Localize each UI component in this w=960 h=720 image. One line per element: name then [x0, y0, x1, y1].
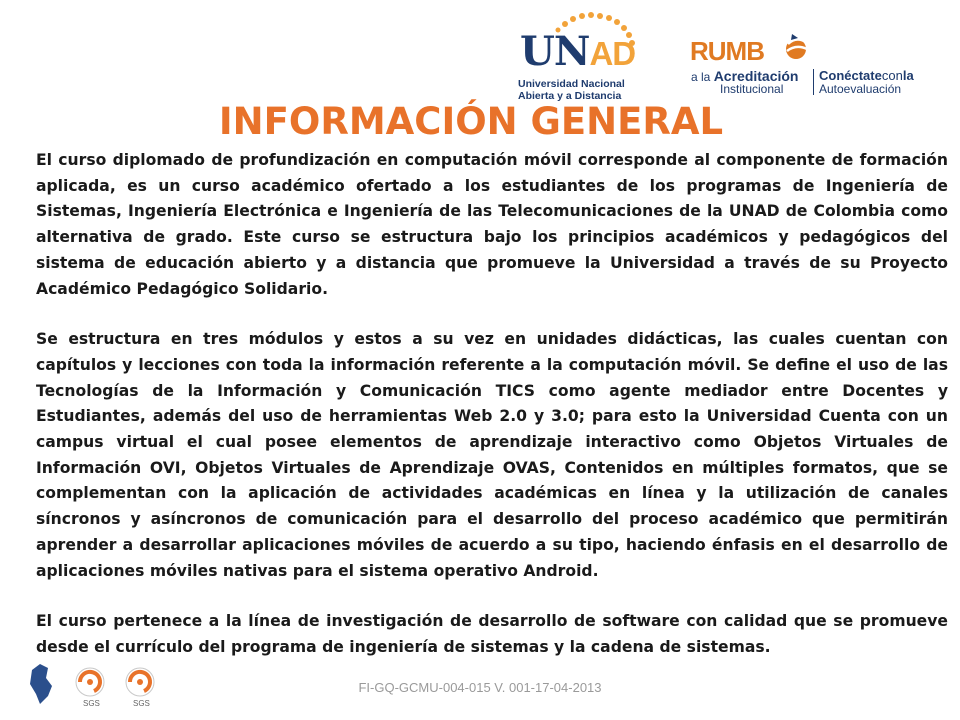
paragraph-structure: Se estructura en tres módulos y estos a su vez en unidades didácticas, las cuales cuentan con capítulos y lecciones con toda la información referente a la computación móvil. Se define el uso de las Tecnologías de la Información y Comunicación TICS como agente mediador entre Docentes y Estudiantes, además del uso de herramientas Web 2.0 y 3.0; para esto la Universidad Cuenta con un campus virtual el cual posee elementos de aprendizaje interactivo como Objetos Virtuales de Información OVI, Objetos Virtuales de Aprendizaje OVAS, Contenidos en múltiples formatos, que se complementan con la aplicación de actividades académicas en línea y la utilización de canales síncronos y asíncronos de comunicación para el desarrollo del proceso académico que permitirán aprender a desarrollar aplicaciones móviles de acuerdo a su tipo, haciendo énfasis en el desarrollo de aplicaciones móviles nativas para el sistema operativo Android.: [36, 330, 948, 580]
rumbo-wordmark: RUMB: [690, 36, 764, 66]
body-content: [36, 148, 948, 661]
unad-wordmark-accent: AD: [589, 35, 636, 72]
unad-logo: [515, 10, 640, 110]
rumbo-right-line1: [819, 68, 914, 83]
rumbo-right-line2: Autoevaluación: [819, 82, 902, 96]
unad-subtitle-line1: Universidad Nacional: [518, 78, 625, 90]
rumbo-right-normal: con: [881, 68, 903, 83]
paragraph-research-line: El curso pertenece a la línea de investigación de desarrollo de software con calidad que se promueve desde el currículo del programa de ingeniería de sistemas y la cadena de sistemas.: [36, 612, 948, 656]
rumbo-acreditacion-logo: [690, 28, 935, 108]
rumbo-globe-icon: [784, 32, 810, 62]
rumbo-right-bold2: la: [902, 68, 914, 83]
unad-wordmark-main: UN: [520, 28, 590, 75]
rumbo-line2: Institucional: [720, 82, 784, 96]
unad-wordmark: [520, 28, 635, 75]
rumbo-line1-bold: Acreditación: [713, 68, 799, 84]
rumbo-line1-prefix: a la: [691, 70, 714, 84]
page-title: INFORMACIÓN GENERAL: [218, 100, 724, 143]
rumbo-divider: [813, 69, 814, 95]
paragraph-intro: El curso diplomado de profundización en computación móvil corresponde al componente de formación aplicada, es un curso académico ofertado a los estudiantes de los programas de Ingeniería de Sistemas, Ingeniería Electrónica e Ingeniería de las Telecomunicaciones de la UNAD de Colombia como alternativa de grado. Este curso se estructura bajo los principios académicos y pedagógicos del sistema de educación abierto y a distancia que promueve la Universidad a través de su Proyecto Académico Pedagógico Solidario.: [36, 151, 948, 298]
sgs-label-2: SGS: [133, 699, 150, 708]
footer-document-code: FI-GQ-GCMU-004-015 V. 001-17-04-2013: [358, 680, 602, 695]
sgs-label-1: SGS: [83, 699, 100, 708]
unad-subtitle-line2: Abierta y a Distancia: [518, 90, 622, 102]
rumbo-right-bold: Conéctate: [819, 68, 882, 83]
